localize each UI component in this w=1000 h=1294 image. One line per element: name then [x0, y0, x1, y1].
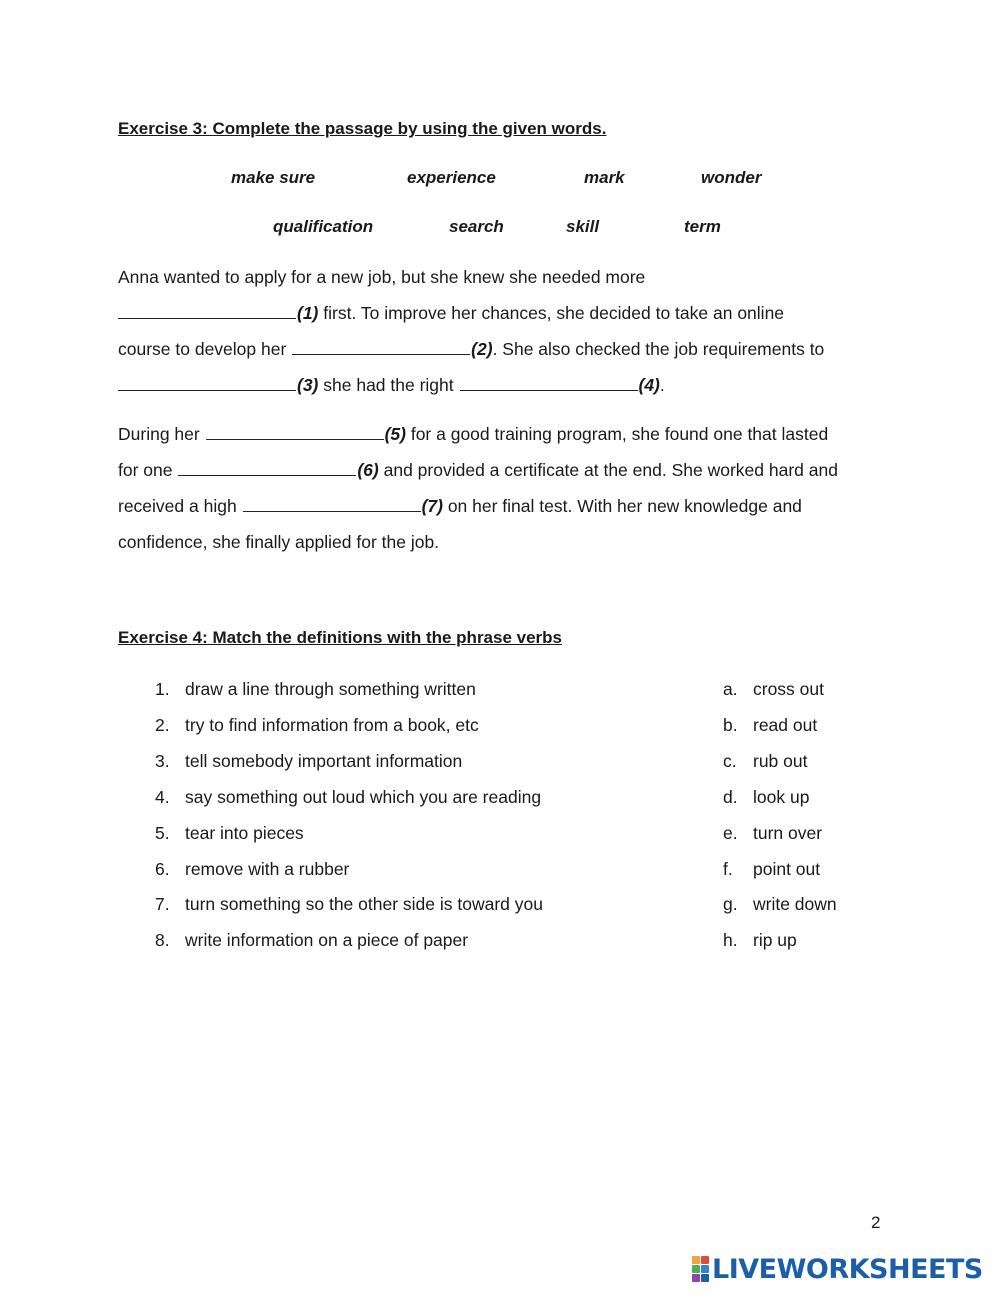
liveworksheets-logo[interactable]	[692, 1254, 983, 1284]
passage-text: she had the right	[318, 375, 459, 395]
option-letter: e.	[723, 823, 738, 843]
option-letter: c.	[723, 751, 737, 771]
option-text: turn over	[753, 823, 823, 843]
passage-text: for a good training program, she found one that lasted	[405, 424, 829, 444]
passage-text: . She also checked the job requirements to	[492, 339, 825, 359]
logo-block	[701, 1274, 709, 1282]
blank-number: (4)	[638, 375, 660, 395]
option-letter: d.	[723, 787, 738, 807]
definition-number: 7.	[155, 894, 170, 914]
blank-2-input[interactable]	[292, 339, 470, 355]
option-item[interactable]	[723, 821, 822, 845]
passage-line	[117, 301, 784, 325]
blank-number: (5)	[384, 424, 406, 444]
passage-text: course to develop her	[118, 339, 292, 359]
page-number: 2	[871, 1213, 881, 1232]
logo-block	[692, 1274, 700, 1282]
word-bank-item: search	[449, 217, 504, 236]
option-letter: b.	[723, 715, 738, 735]
passage-text: on her final test. With her new knowledge and	[442, 496, 802, 516]
blank-3-input[interactable]	[118, 375, 296, 391]
definition-number: 6.	[155, 859, 170, 879]
passage-line	[118, 422, 828, 446]
blank-number: (6)	[357, 460, 379, 480]
definition-number: 8.	[155, 930, 170, 950]
option-text: write down	[753, 894, 837, 914]
option-item[interactable]	[723, 677, 824, 701]
word-bank-item: term	[684, 217, 721, 236]
passage-text: Anna wanted to apply for a new job, but she knew she needed more	[118, 267, 646, 287]
definition-text: tell somebody important information	[185, 751, 463, 771]
option-item[interactable]	[723, 749, 807, 773]
option-item[interactable]	[723, 713, 817, 737]
definition-text: write information on a piece of paper	[185, 930, 469, 950]
blank-number: (3)	[297, 375, 319, 395]
exercise-4-title: Exercise 4: Match the definitions with the phrase verbs	[118, 628, 563, 647]
passage-line	[118, 265, 645, 289]
option-item[interactable]	[723, 785, 809, 809]
option-item[interactable]	[723, 892, 837, 916]
word-bank-item: experience	[407, 168, 496, 187]
option-text: rip up	[753, 930, 797, 950]
exercise-3-title: Exercise 3: Complete the passage by using the given words.	[118, 119, 607, 138]
word-bank-item: qualification	[273, 217, 374, 236]
passage-line	[118, 494, 802, 518]
option-item[interactable]	[723, 857, 820, 881]
definition-number: 3.	[155, 751, 170, 771]
option-text: rub out	[753, 751, 808, 771]
blank-5-input[interactable]	[206, 424, 384, 440]
brand-name: LIVEWORKSHEETS	[712, 1253, 983, 1285]
option-item[interactable]	[723, 928, 797, 952]
passage-line	[118, 458, 838, 482]
blank-4-input[interactable]	[460, 375, 638, 391]
passage-text: confidence, she finally applied for the job.	[118, 532, 440, 552]
blank-7-input[interactable]	[243, 496, 421, 512]
passage-text: received a high	[118, 496, 242, 516]
logo-block	[701, 1256, 709, 1264]
blank-6-input[interactable]	[178, 460, 356, 476]
definition-text: remove with a rubber	[185, 859, 350, 879]
option-text: cross out	[753, 679, 824, 699]
definition-item	[155, 821, 304, 845]
definition-text: say something out loud which you are reading	[185, 787, 542, 807]
definition-number: 1.	[155, 679, 170, 699]
option-letter: g.	[723, 894, 738, 914]
passage-line	[118, 530, 439, 554]
logo-block	[692, 1256, 700, 1264]
passage-text: and provided a certificate at the end. She worked hard and	[378, 460, 838, 480]
word-bank-item: wonder	[701, 168, 762, 187]
logo-block	[692, 1265, 700, 1273]
option-letter: h.	[723, 930, 738, 950]
passage-line	[117, 373, 665, 397]
definition-text: draw a line through something written	[185, 679, 476, 699]
definition-text: tear into pieces	[185, 823, 304, 843]
option-text: point out	[753, 859, 821, 879]
definition-item	[155, 749, 462, 773]
passage-line	[118, 337, 824, 361]
word-bank-item: mark	[584, 168, 625, 187]
definition-text: turn something so the other side is toward you	[185, 894, 543, 914]
blank-number: (7)	[421, 496, 443, 516]
definition-item	[155, 857, 349, 881]
option-letter: f.	[723, 859, 733, 879]
passage-text: During her	[118, 424, 205, 444]
option-letter: a.	[723, 679, 738, 699]
definition-item	[155, 713, 479, 737]
word-bank-item: make sure	[231, 168, 316, 187]
definition-item	[155, 892, 543, 916]
logo-block	[701, 1265, 709, 1273]
passage-text: .	[659, 375, 665, 395]
definition-number: 5.	[155, 823, 170, 843]
definition-item	[155, 928, 468, 952]
definition-text: try to find information from a book, etc	[185, 715, 479, 735]
passage-text: first. To improve her chances, she decided to take an online	[318, 303, 785, 323]
definition-item	[155, 785, 541, 809]
definition-number: 2.	[155, 715, 170, 735]
word-bank-item: skill	[566, 217, 600, 236]
blank-number: (1)	[297, 303, 319, 323]
blank-1-input[interactable]	[118, 303, 296, 319]
option-text: read out	[753, 715, 818, 735]
option-text: look up	[753, 787, 810, 807]
definition-number: 4.	[155, 787, 170, 807]
blank-number: (2)	[471, 339, 493, 359]
definition-item	[155, 677, 476, 701]
passage-text: for one	[118, 460, 178, 480]
liveworksheets-logo-icon	[692, 1256, 709, 1282]
